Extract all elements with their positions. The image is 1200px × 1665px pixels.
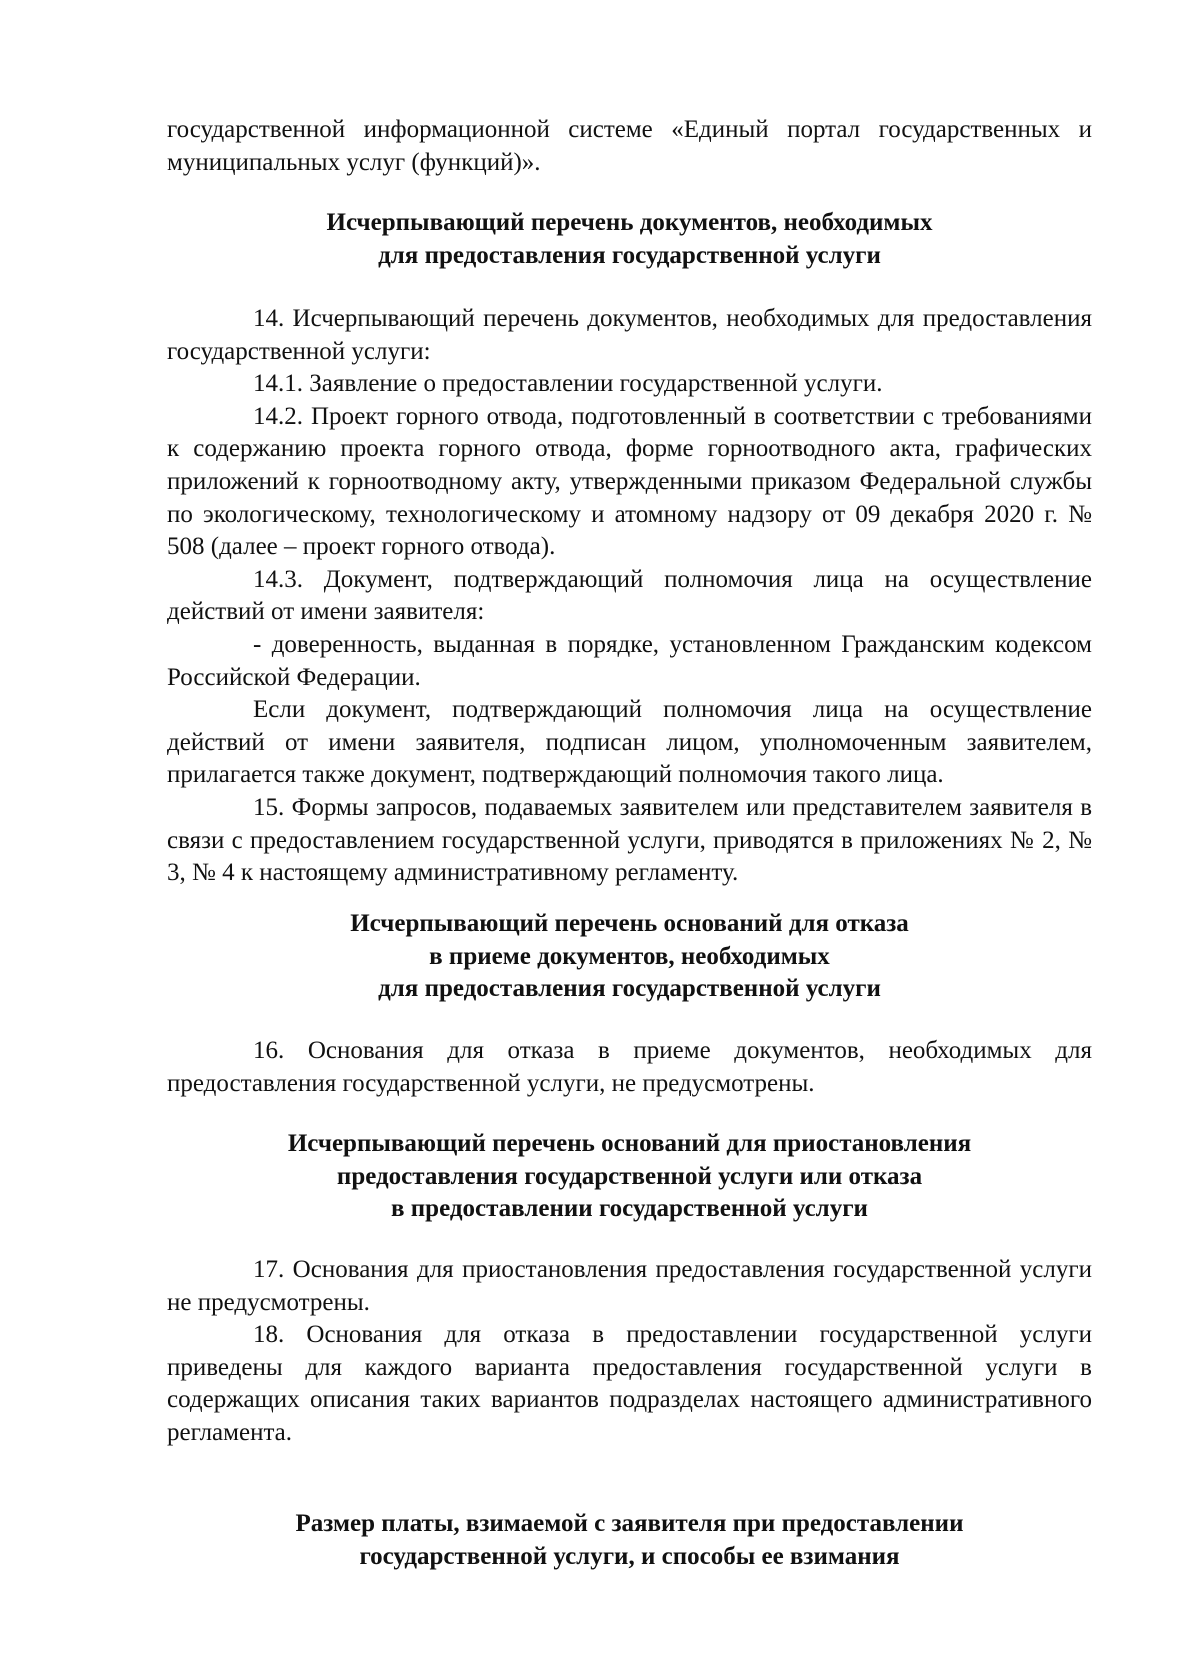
section-heading-refusal-acceptance — [167, 908, 1092, 1006]
heading-line: для предоставления государственной услуги — [378, 241, 881, 269]
paragraph-14-3-dash: - доверенность, выданная в порядке, установленном Гражданским кодексом Российской Федерации. — [167, 630, 1092, 691]
section-14-block — [167, 303, 1092, 890]
paragraph-15: 15. Формы запросов, подаваемых заявителем или представителем заявителя в связи с предоставлением государственной услуги, приводятся в приложениях № 2, № 3, № 4 к настоящему административному регламенту. — [167, 793, 1092, 887]
intro-paragraph-block — [167, 114, 1092, 179]
heading-line: Размер платы, взимаемой с заявителя при предоставлении — [295, 1510, 964, 1537]
heading-line: в приеме документов, необходимых — [429, 942, 830, 970]
paragraph-18: 18. Основания для отказа в предоставлении государственной услуги приведены для каждого варианта предоставления государственной услуги в содержащих описания таких вариантов подразделах настоящего административного регламента. — [167, 1321, 1092, 1446]
section-heading-fee — [167, 1508, 1092, 1573]
heading-line: Исчерпывающий перечень оснований для приостановления — [287, 1130, 972, 1157]
paragraph-14-3-if: Если документ, подтверждающий полномочия лица на осуществление действий от имени заявителя, подписан лицом, уполномоченным заявителем, прилагается также документ, подтверждающий полномочия такого лица. — [167, 696, 1092, 789]
heading-line: государственной услуги, и способы ее взимания — [359, 1542, 900, 1570]
paragraph-17: 17. Основания для приостановления предоставления государственной услуги не предусмотрены. — [167, 1256, 1092, 1316]
heading-line: Исчерпывающий перечень оснований для отказа — [350, 910, 909, 937]
paragraph-14: 14. Исчерпывающий перечень документов, необходимых для предоставления государственной услуги: — [167, 305, 1092, 365]
paragraph-14-2: 14.2. Проект горного отвода, подготовленный в соответствии с требованиями к содержанию проекта горного отвода, форме горноотводного акта, графических приложений к горноотводному акту, утвержденными приказом Федеральной службы по экологическому, технологическому и атомному надзору от 09 декабря 2020 г. № 508 (далее – проект горного отвода). — [167, 402, 1092, 561]
section-17-18-block — [167, 1254, 1092, 1450]
paragraph-16: 16. Основания для отказа в приеме документов, необходимых для предоставления государственной услуги, не предусмотрены. — [167, 1037, 1092, 1097]
heading-line: для предоставления государственной услуги — [378, 975, 881, 1003]
intro-paragraph: государственной информационной системе «Единый портал государственных и муниципальных услуг (функций)». — [167, 116, 1092, 176]
heading-line: предоставления государственной услуги или отказа — [336, 1162, 923, 1190]
paragraph-14-3: 14.3. Документ, подтверждающий полномочия лица на осуществление действий от имени заявителя: — [167, 565, 1092, 626]
section-16-block — [167, 1035, 1092, 1100]
section-heading-suspension-refusal — [167, 1128, 1092, 1226]
heading-line: в предоставлении государственной услуги — [391, 1195, 868, 1223]
section-heading-documents — [167, 207, 1092, 272]
heading-line: Исчерпывающий перечень документов, необходимых — [326, 209, 933, 236]
paragraph-14-1: 14.1. Заявление о предоставлении государственной услуги. — [253, 370, 883, 398]
